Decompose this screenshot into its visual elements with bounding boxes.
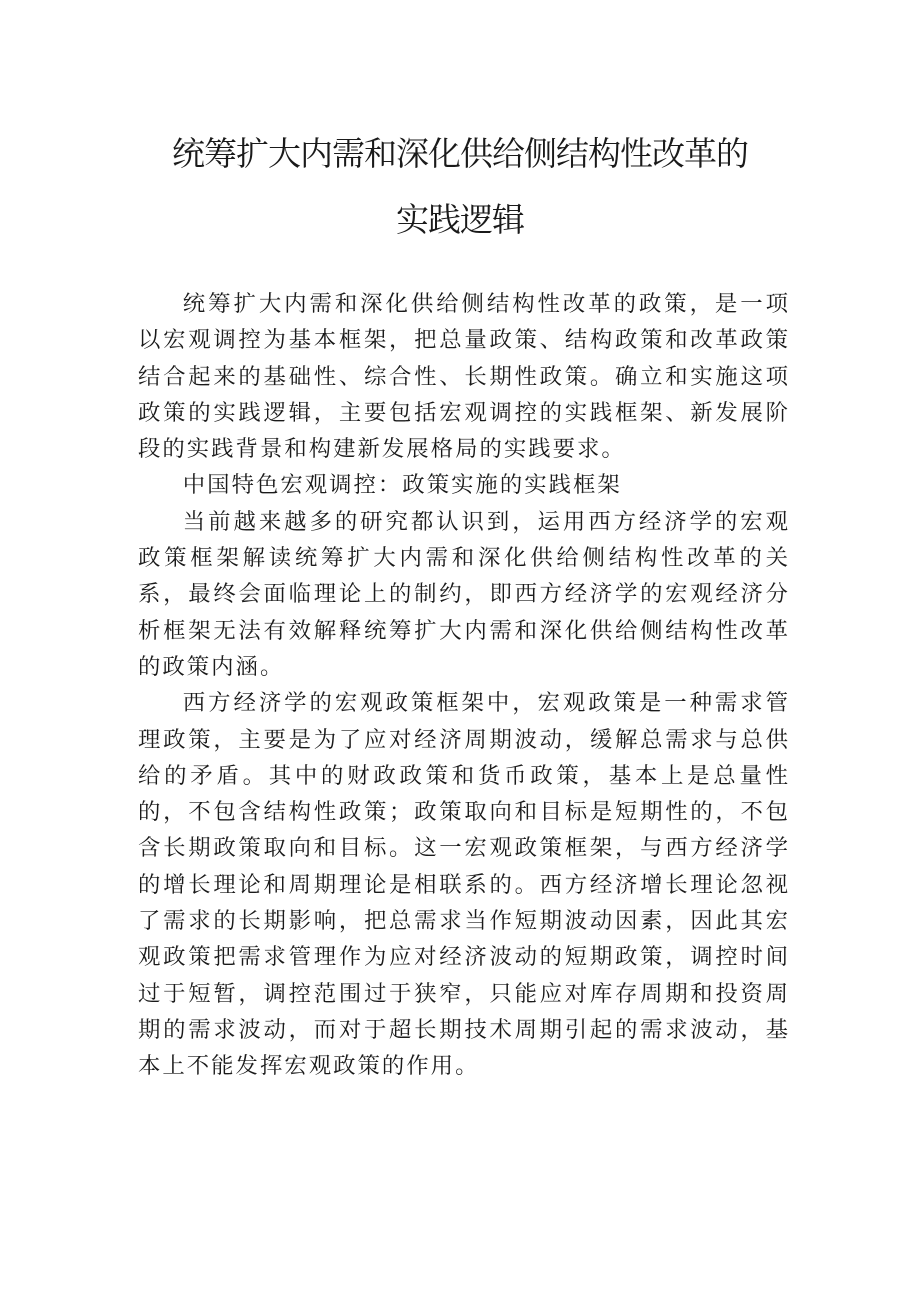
document-title-line-2: 实践逻辑 (396, 200, 524, 239)
document-title-line-1: 统筹扩大内需和深化供给侧结构性改革的 (172, 134, 748, 173)
document-body (138, 286, 790, 1085)
intro-paragraph: 统筹扩大内需和深化供给侧结构性改革的政策，是一项以宏观调控为基本框架，把总量政策、结构政策和改革政策结合起来的基础性、综合性、长期性政策。确立和实施这项政策的实践逻辑，主要包括宏观调控的实践框架、新发展阶段的实践背景和构建新发展格局的实践要求。 (138, 291, 790, 463)
body-paragraph: 西方经济学的宏观政策框架中，宏观政策是一种需求管理政策，主要是为了应对经济周期波动，缓解总需求与总供给的矛盾。其中的财政政策和货币政策，基本上是总量性的，不包含结构性政策；政策取向和目标是短期性的，不包含长期政策取向和目标。这一宏观政策框架，与西方经济学的增长理论和周期理论是相联系的。西方经济增长理论忽视了需求的长期影响，把总需求当作短期波动因素，因此其宏观政策把需求管理作为应对经济波动的短期政策，调控时间过于短暂，调控范围过于狭窄，只能应对库存周期和投资周期的需求波动，而对于超长期技术周期引起的需求波动，基本上不能发挥宏观政策的作用。 (138, 690, 790, 1080)
section-heading: 中国特色宏观调控：政策实施的实践框架 (182, 472, 622, 499)
body-paragraph: 当前越来越多的研究都认识到，运用西方经济学的宏观政策框架解读统筹扩大内需和深化供给侧结构性改革的关系，最终会面临理论上的制约，即西方经济学的宏观经济分析框架无法有效解释统筹扩大内需和深化供给侧结构性改革的政策内涵。 (138, 508, 790, 680)
